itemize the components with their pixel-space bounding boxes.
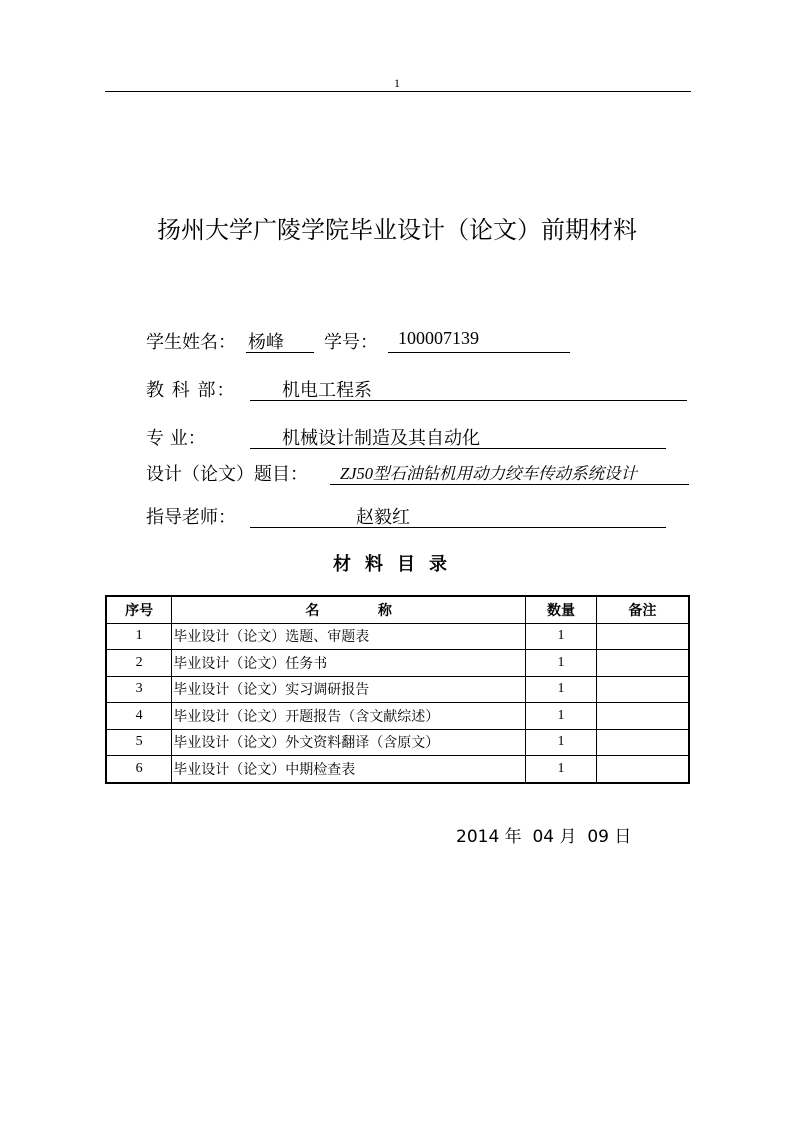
advisor-value: 赵毅红 <box>250 503 666 528</box>
student-name-label: 学生姓名： <box>146 332 236 353</box>
advisor-row <box>146 503 671 529</box>
header-name: 名 称 <box>172 596 526 623</box>
row-name: 毕业设计（论文）选题、审题表 <box>172 623 526 650</box>
row-quantity: 1 <box>526 676 597 703</box>
row-quantity: 1 <box>526 623 597 650</box>
header-qty: 数量 <box>526 596 597 623</box>
materials-table <box>105 595 690 784</box>
table-row <box>106 703 689 730</box>
row-name: 毕业设计（论文）实习调研报告 <box>172 676 526 703</box>
department-label: 教 科 部： <box>146 380 236 401</box>
row-note <box>596 703 689 730</box>
header-note: 备注 <box>596 596 689 623</box>
row-note <box>596 729 689 756</box>
row-number: 1 <box>106 623 172 650</box>
section-title: 材料目录 <box>333 554 461 575</box>
document-date: 2014 年 04 月 09 日 <box>456 827 632 847</box>
row-name: 毕业设计（论文）任务书 <box>172 650 526 677</box>
header-rule <box>105 91 691 92</box>
table-row <box>106 650 689 677</box>
department-row <box>146 376 691 402</box>
student-name-row <box>146 328 576 354</box>
row-note <box>596 623 689 650</box>
document-title: 扬州大学广陵学院毕业设计（论文）前期材料 <box>157 216 637 244</box>
major-value: 机械设计制造及其自动化 <box>250 424 666 449</box>
advisor-label: 指导老师： <box>146 507 236 528</box>
header-no: 序号 <box>106 596 172 623</box>
row-number: 2 <box>106 650 172 677</box>
table-row <box>106 756 689 783</box>
department-value: 机电工程系 <box>250 376 687 401</box>
row-number: 5 <box>106 729 172 756</box>
row-name: 毕业设计（论文）外文资料翻译（含原文） <box>172 729 526 756</box>
table-row <box>106 729 689 756</box>
row-quantity: 1 <box>526 729 597 756</box>
row-quantity: 1 <box>526 703 597 730</box>
page-number: 1 <box>394 76 400 90</box>
student-id-value: 100007139 <box>388 328 570 353</box>
row-number: 4 <box>106 703 172 730</box>
topic-label: 设计（论文）题目： <box>146 464 308 485</box>
row-number: 6 <box>106 756 172 783</box>
row-name: 毕业设计（论文）中期检查表 <box>172 756 526 783</box>
row-note <box>596 650 689 677</box>
row-quantity: 1 <box>526 650 597 677</box>
topic-row <box>146 460 691 486</box>
row-note <box>596 676 689 703</box>
student-name-value: 杨峰 <box>246 328 314 353</box>
row-note <box>596 756 689 783</box>
table-row <box>106 623 689 650</box>
topic-value: ZJ50型石油钻机用动力绞车传动系统设计 <box>330 460 689 485</box>
table-row <box>106 676 689 703</box>
row-quantity: 1 <box>526 756 597 783</box>
major-row <box>146 424 671 450</box>
row-name: 毕业设计（论文）开题报告（含文献综述） <box>172 703 526 730</box>
table-header-row <box>106 596 689 623</box>
major-label: 专 业： <box>146 428 206 449</box>
row-number: 3 <box>106 676 172 703</box>
student-id-label: 学号： <box>324 332 378 353</box>
